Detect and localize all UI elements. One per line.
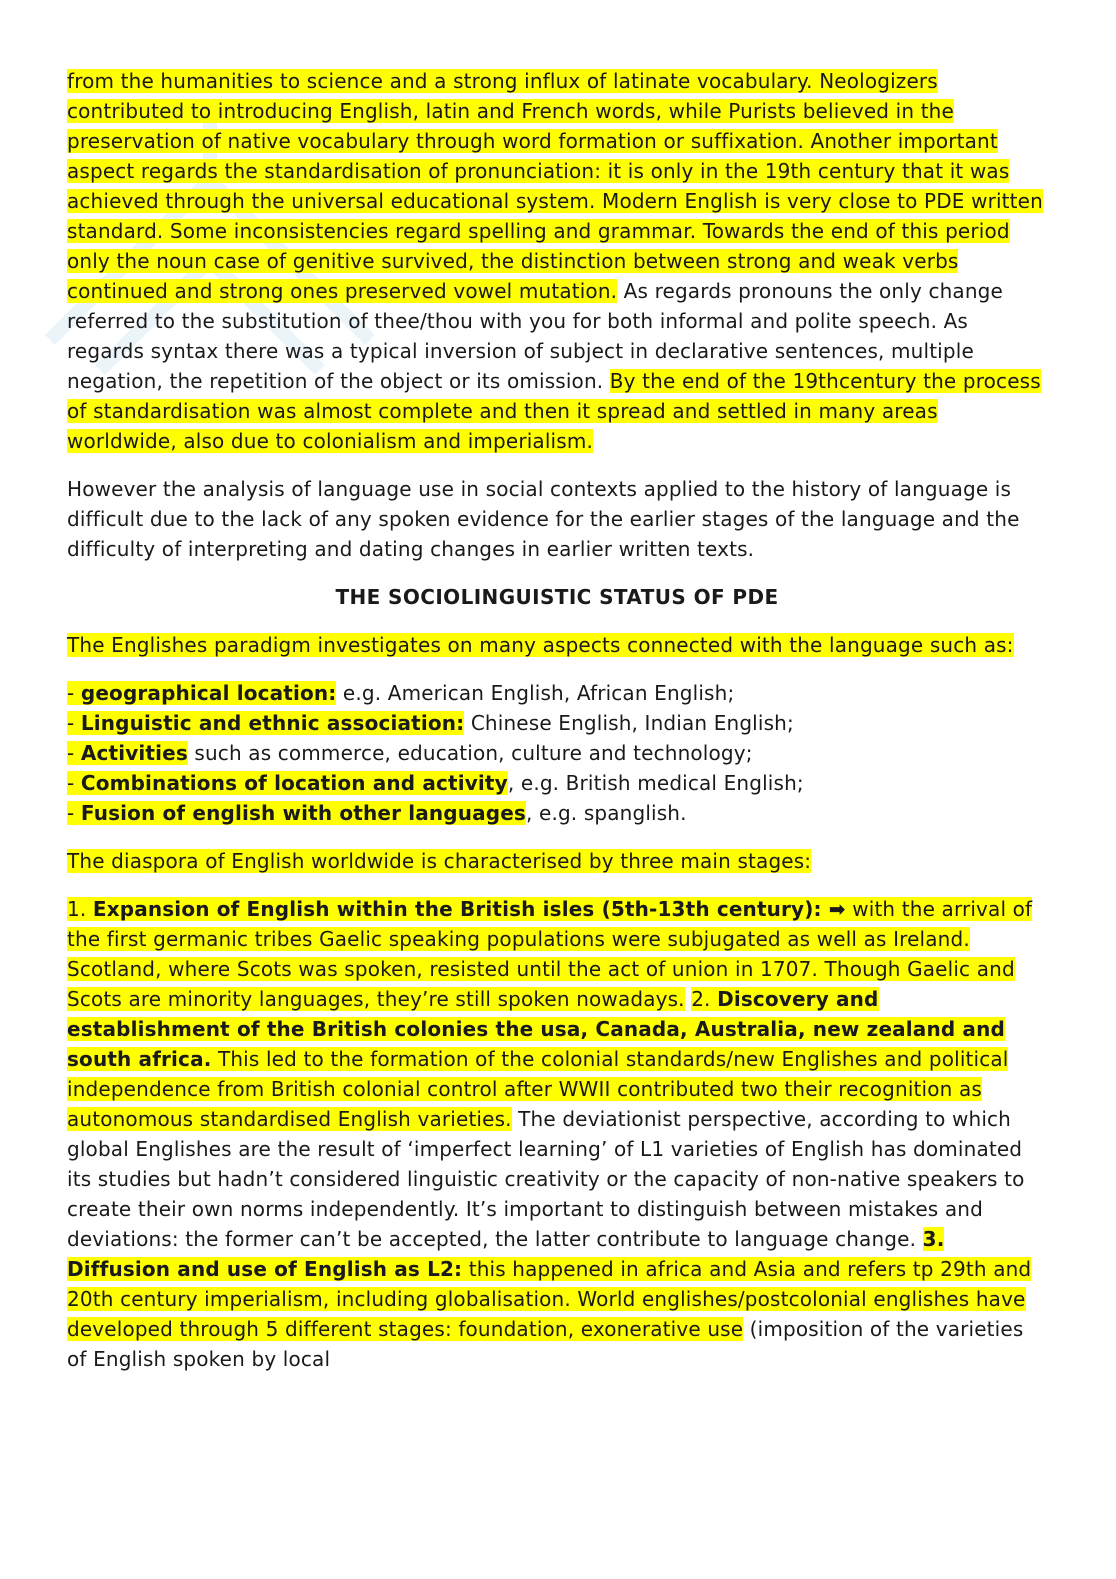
stage-2: 2. Discovery and establishment of the British colonies the usa, Canada, Australia, new zealand and south africa. This led to the formation of the colonial standards/new Englishes and political independence from British colonial control after WWII contributed two their recognition as autonomous standardised English varieties. [67,987,1009,1131]
aspect-term: Combinations of location and activity [80,771,508,795]
section-heading: THE SOCIOLINGUISTIC STATUS OF PDE [335,585,779,609]
stage-1-title: Expansion of English within the British isles (5th-13th century): [92,897,822,921]
aspect-term: geographical location [80,681,329,705]
intro-plain: As regards pronouns the only change referred to the substitution of thee/thou with you for both informal and polite speech. As regards syntax there was a typical inversion of subject in declarative sentences, multiple negation, the repetition of the object or its omission. [67,279,1003,393]
aspect-term: Linguistic and ethnic association [80,711,457,735]
stage-1: 1. Expansion of English within the British isles (5th-13th century): ➡ with the arrival of the first germanic tribes Gaelic speaking populations were subjugated as well as Ireland. Scotland, where Scots was spoken, resisted until the act of union in 1707. Though Gaelic and Scots are minority languages, they’re still spoken nowadays. [67,897,1033,1011]
paradigm-intro-text: The Englishes paradigm investigates on many aspects connected with the language such as: [67,633,1014,657]
intro-highlight-b: By the end of the 19thcentury the process of standardisation was almost complete and then it spread and settled in many areas worldwide, also due to colonialism and imperialism. [67,369,1041,453]
intro-paragraph [67,66,1047,456]
document-body [67,66,1047,1374]
stage-2-plain: The deviationist perspective, according to which global Englishes are the result of ‘imperfect learning’ of L1 varieties of English has dominated its studies but hadn’t considered linguistic creativity or the capacity of non-native speakers to create their own norms independently. It’s important to distinguish between mistakes and deviations: the former can’t be accepted, the latter contribute to language change. [67,1107,1025,1251]
stages-paragraph [67,894,1047,1374]
aspects-list [67,678,1047,828]
intro-highlight-a: from the humanities to science and a strong influx of latinate vocabulary. Neologizers contributed to introducing English, latin and French words, while Purists believed in the preservation of native vocabulary through word formation or suffixation. Another important aspect regards the standardisation of pronunciation: it is only in the 19th century that it was achieved through the universal educational system. Modern English is very close to PDE written standard. Some inconsistencies regard spelling and grammar. Towards the end of this period only the noun case of genitive survived, the distinction between strong and weak verbs continued and strong ones preserved vowel mutation. [67,69,1043,303]
arrow-right-icon: ➡ [821,897,846,921]
list-item: - Activities such as commerce, education, culture and technology; [67,741,753,765]
stage-3-title: 3. Diffusion and use of English as L2: [67,1227,945,1281]
list-item: - geographical location: e.g. American English, African English; [67,681,735,705]
list-item: - Combinations of location and activity, e.g. British medical English; [67,771,804,795]
paradigm-intro [67,630,1047,660]
analysis-paragraph: However the analysis of language use in social contexts applied to the history of language is difficult due to the lack of any spoken evidence for the earlier stages of the language and the difficulty of interpreting and dating changes in earlier written texts. [67,477,1020,561]
stage-3: 3. Diffusion and use of English as L2: this happened in africa and Asia and refers tp 29th and 20th century imperialism, including globalisation. World englishes/postcolonial englishes have developed through 5 different stages: foundation, exonerative use [67,1227,1032,1341]
diaspora-intro: The diaspora of English worldwide is characterised by three main stages: [67,849,812,873]
stage-2-title: Discovery and establishment of the British colonies the usa, Canada, Australia, new zealand and south africa. [67,987,1005,1071]
stage-3-plain: (imposition of the varieties of English spoken by local [67,1317,1024,1371]
list-item: - Linguistic and ethnic association: Chinese English, Indian English; [67,711,794,735]
list-item: - Fusion of english with other languages, e.g. spanglish. [67,801,687,825]
aspect-term: Activities [80,741,188,765]
aspect-term: Fusion of english with other languages [80,801,526,825]
